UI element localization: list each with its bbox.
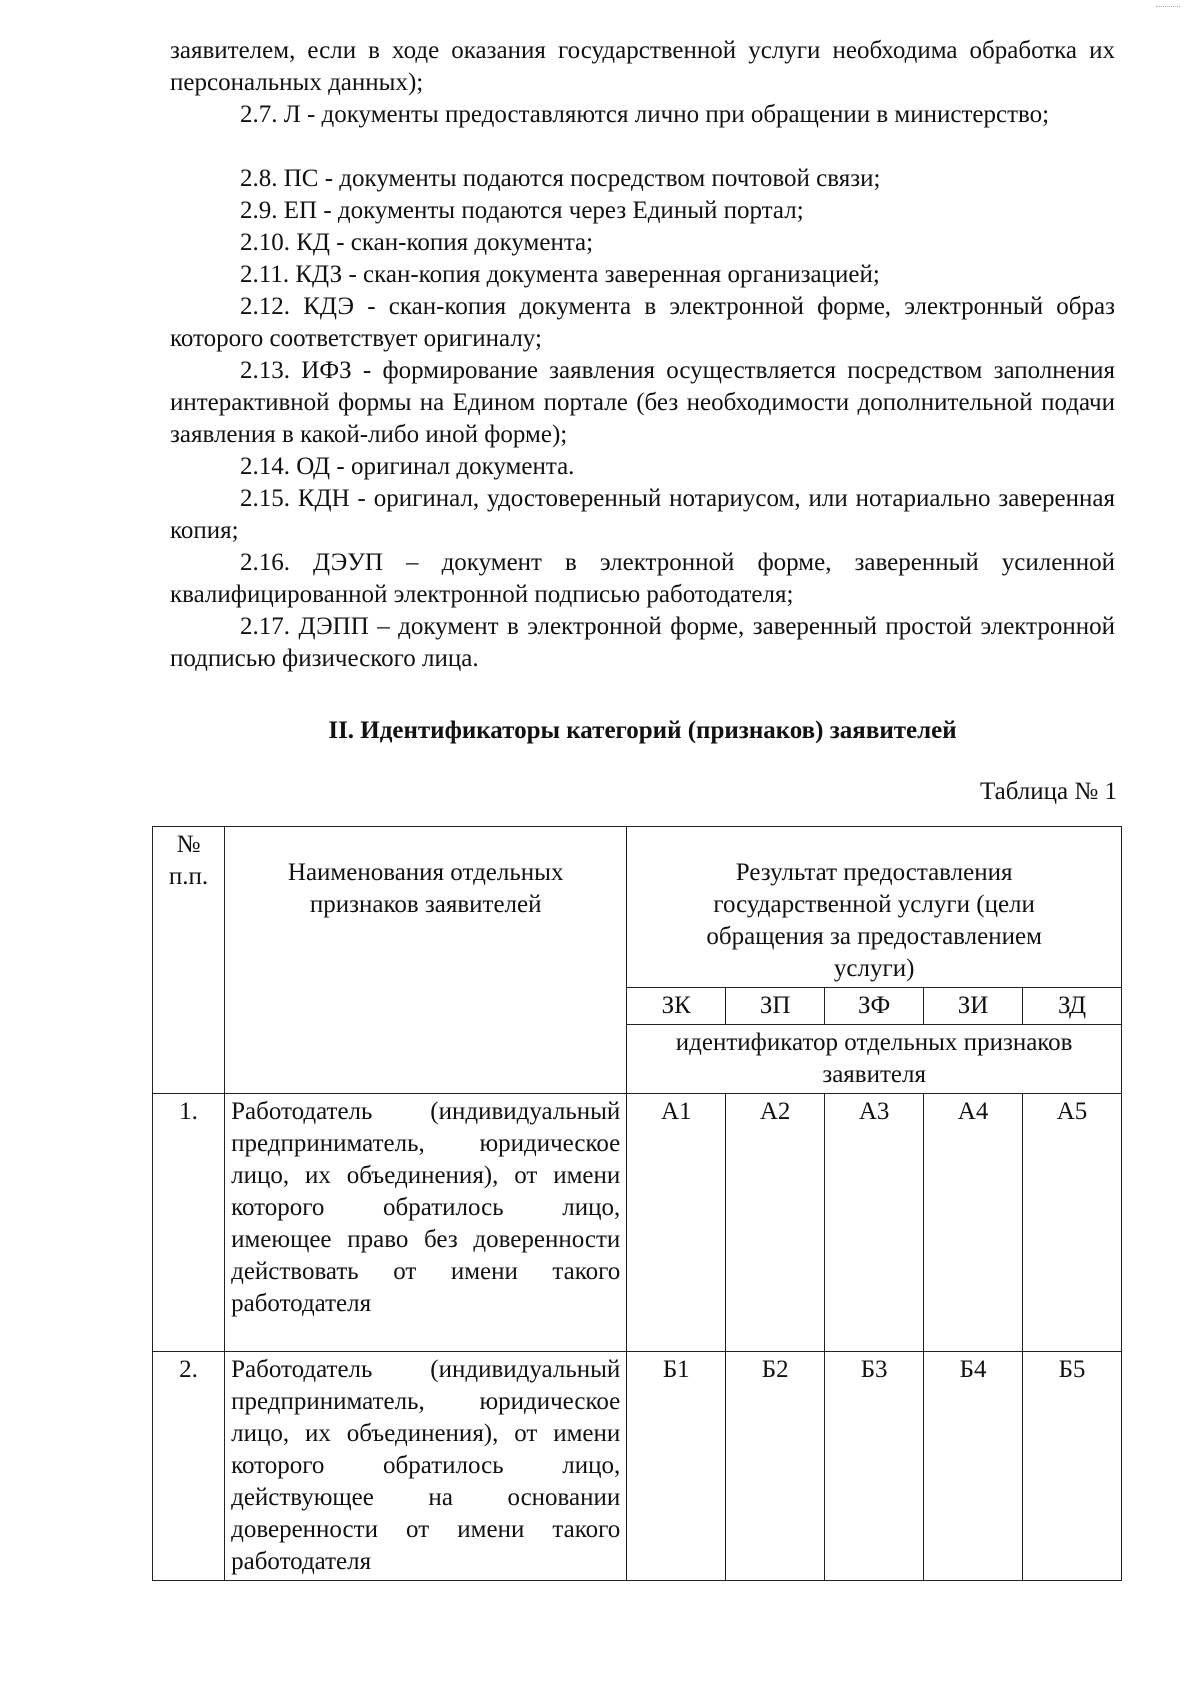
- paragraph-2-15: 2.15. КДН - оригинал, удостоверенный нотариусом, или нотариально заверенная копия;: [170, 485, 1115, 544]
- table-row: [153, 1094, 1122, 1352]
- row-num: 2.: [153, 1352, 225, 1581]
- row-name: Работодатель (индивидуальный предприниматель, юридическое лицо, их объединения), от имени которого обратилось лицо, имеющее право без доверенности действовать от имени такого работодателя: [225, 1094, 627, 1352]
- row-id: А3: [825, 1094, 924, 1352]
- row-num: 1.: [153, 1094, 225, 1352]
- header-code: ЗК: [627, 988, 726, 1025]
- header-code: ЗФ: [825, 988, 924, 1025]
- header-identifier: идентификатор отдельных признаков заявителя: [627, 1025, 1122, 1094]
- section-heading: II. Идентификаторы категорий (признаков) заявителей: [328, 717, 957, 744]
- header-result: Результат предоставления государственной услуги (цели обращения за предоставлением услуги): [627, 827, 1122, 988]
- table-header-row: [153, 827, 1122, 988]
- row-id: Б4: [924, 1352, 1023, 1581]
- row-id: Б3: [825, 1352, 924, 1581]
- row-id: Б2: [726, 1352, 825, 1581]
- paragraph-2-17: 2.17. ДЭПП – документ в электронной форме, заверенный простой электронной подписью физического лица.: [170, 613, 1115, 672]
- row-name: Работодатель (индивидуальный предприниматель, юридическое лицо, их объединения), от имени которого обратилось лицо, действующее на основании доверенности от имени такого работодателя: [225, 1352, 627, 1581]
- row-id: Б5: [1023, 1352, 1122, 1581]
- header-code: ЗИ: [924, 988, 1023, 1025]
- identifiers-table: [152, 826, 1122, 1581]
- paragraph-2-14: 2.14. ОД - оригинал документа.: [240, 453, 575, 480]
- row-id: А5: [1023, 1094, 1122, 1352]
- row-id: Б1: [627, 1352, 726, 1581]
- paragraph-2-13: 2.13. ИФЗ - формирование заявления осуществляется посредством заполнения интерактивной формы на Едином портале (без необходимости дополнительной подачи заявления в какой-либо иной форме);: [170, 357, 1115, 448]
- paragraph-2-16: 2.16. ДЭУП – документ в электронной форме, заверенный усиленной квалифицированной электронной подписью работодателя;: [170, 549, 1115, 608]
- paragraph-intro: заявителем, если в ходе оказания государственной услуги необходима обработка их персональных данных);: [170, 37, 1115, 96]
- paragraph-2-11: 2.11. КДЗ - скан-копия документа заверенная организацией;: [240, 261, 880, 288]
- header-code: ЗД: [1023, 988, 1122, 1025]
- scan-artifact: [1156, 6, 1180, 10]
- row-id: А2: [726, 1094, 825, 1352]
- header-num: № п.п.: [153, 827, 225, 1094]
- row-id: А4: [924, 1094, 1023, 1352]
- row-id: А1: [627, 1094, 726, 1352]
- table-caption: Таблица № 1: [979, 778, 1117, 805]
- paragraph-2-10: 2.10. КД - скан-копия документа;: [240, 229, 594, 256]
- paragraph-2-9: 2.9. ЕП - документы подаются через Единый портал;: [240, 197, 804, 224]
- header-name: Наименования отдельных признаков заявителей: [225, 827, 627, 1094]
- table-row: [153, 1352, 1122, 1581]
- paragraph-2-7: 2.7. Л - документы предоставляются лично при обращении в министерство;: [240, 101, 1050, 128]
- paragraph-2-12: 2.12. КДЭ - скан-копия документа в электронной форме, электронный образ которого соответствует оригиналу;: [170, 293, 1115, 352]
- header-code: ЗП: [726, 988, 825, 1025]
- paragraph-2-8: 2.8. ПС - документы подаются посредством почтовой связи;: [240, 165, 881, 192]
